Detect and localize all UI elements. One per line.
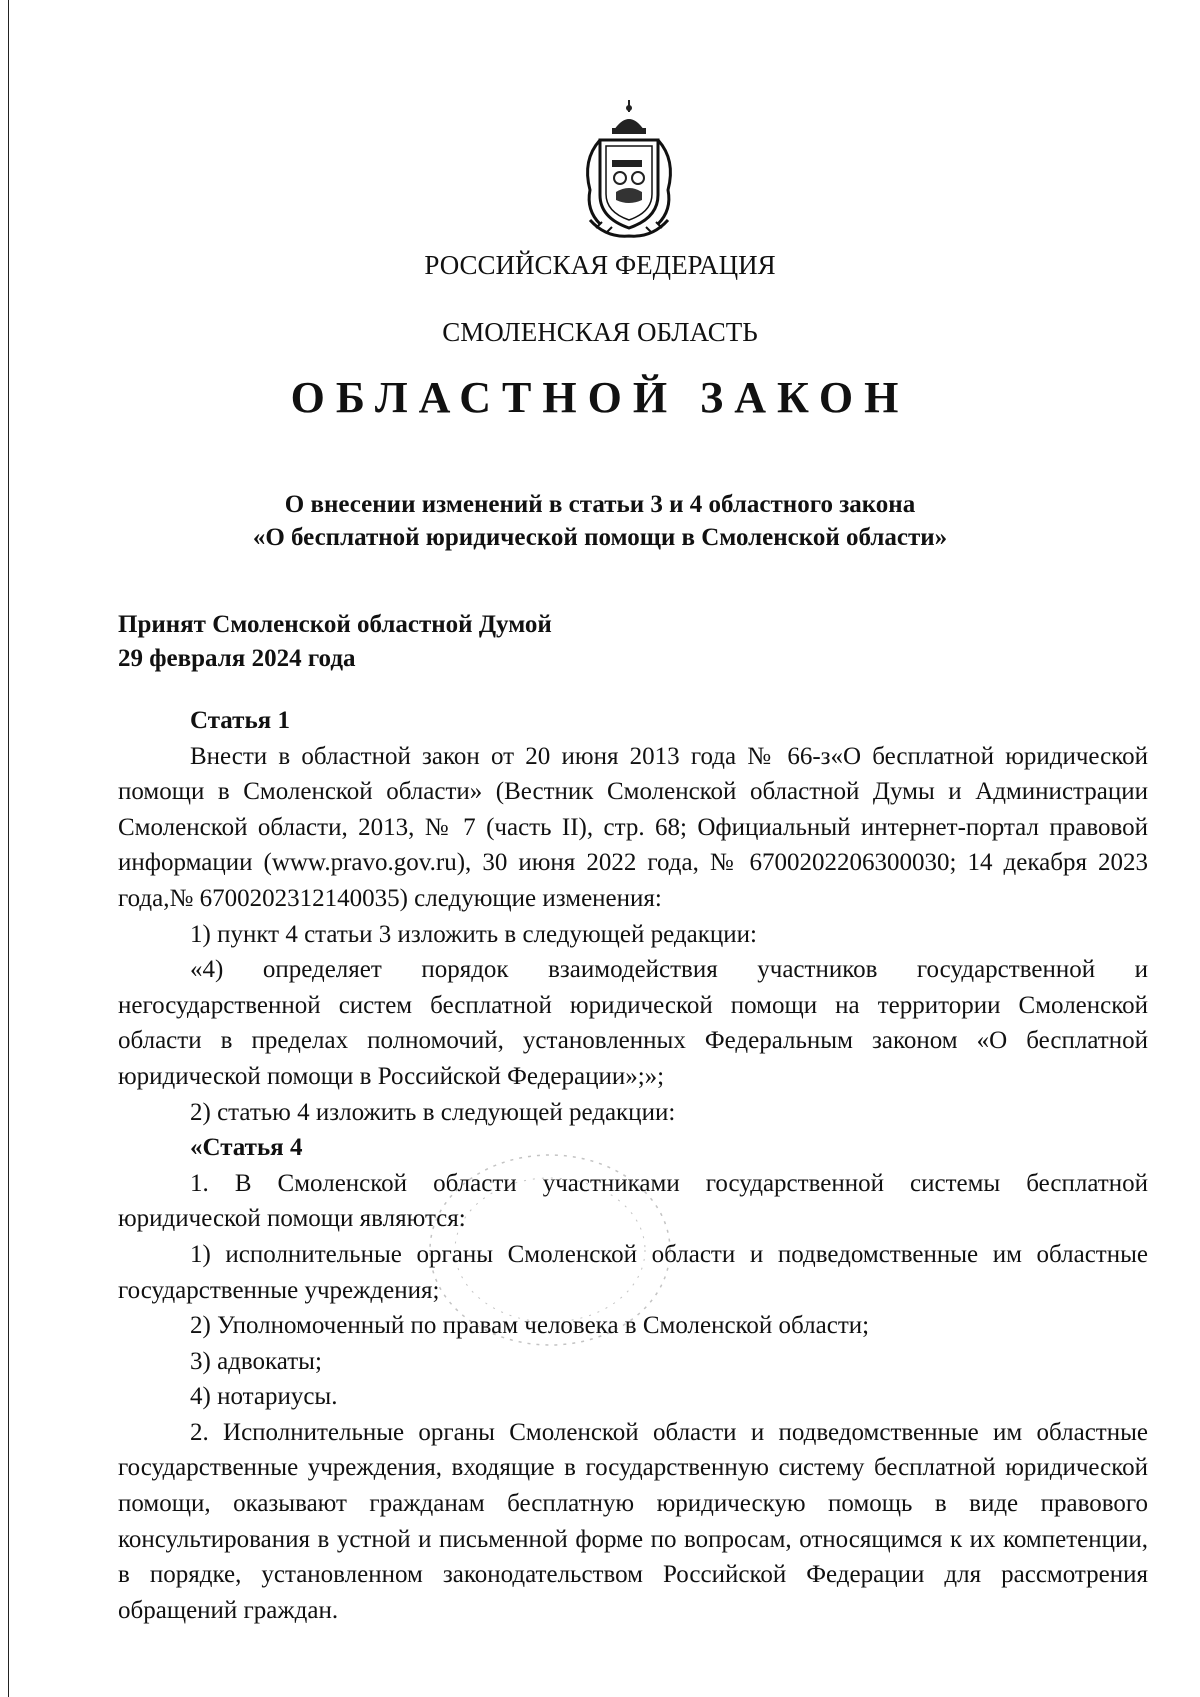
new-article-heading: «Статья 4 <box>190 1134 303 1162</box>
article-paragraph: 1. В Смоленской области участниками государственной системы бесплатной юридической помощи являются: <box>118 1169 1148 1233</box>
country-heading: РОССИЙСКАЯ ФЕДЕРАЦИЯ <box>424 250 776 280</box>
article-paragraph: 2. Исполнительные органы Смоленской области и подведомственные им областные государственные учреждения, входящие в государственную систему бесплатной юридической помощи, оказывают гражданам бесплатную юридическую помощь в виде правового консультирования в устной и письменной форме по вопросам, относящимся к их компетенции, в порядке, установленном законодательством Российской Федерации для рассмотрения обращений граждан. <box>118 1418 1148 1624</box>
law-subject-line-1: О внесении изменений в статьи 3 и 4 областного закона <box>284 491 916 518</box>
region-heading: СМОЛЕНСКАЯ ОБЛАСТЬ <box>442 317 758 347</box>
document-type-title: ОБЛАСТНОЙ ЗАКОН <box>290 373 910 422</box>
law-subject <box>0 488 1200 554</box>
list-item: 2) Уполномоченный по правам человека в Смоленской области; <box>190 1312 870 1340</box>
law-subject-line-2: «О бесплатной юридической помощи в Смоленской области» <box>252 524 948 551</box>
amendment-item: 2) статью 4 изложить в следующей редакции: <box>190 1098 676 1126</box>
law-body <box>118 703 1148 1628</box>
article-paragraph: Внести в областной закон от 20 июня 2013 года № 66-з«О бесплатной юридической помощи в Смоленской области» (Вестник Смоленской областной Думы и Администрации Смоленской области, 2013, № 7 (часть II), стр. 68; Официальный интернет-портал правовой информации (www.pravo.gov.ru), 30 июня 2022 года, № 6700202206300030; 14 декабря 2023 года,№ 6700202312140035) следующие изменения: <box>118 742 1148 912</box>
article-heading: Статья 1 <box>190 707 290 734</box>
adoption-info <box>118 608 552 676</box>
amendment-text: «4) определяет порядок взаимодействия участников государственной и негосударственной систем бесплатной юридической помощи на территории Смоленской области в пределах полномочий, установленных Федеральным законом «О бесплатной юридической помощи в Российской Федерации»;»; <box>118 956 1148 1090</box>
coat-of-arms-icon <box>576 100 682 240</box>
adoption-body: Принят Смоленской областной Думой <box>118 611 552 638</box>
list-item: 1) исполнительные органы Смоленской области и подведомственные им областные государственные учреждения; <box>118 1240 1148 1304</box>
list-item: 3) адвокаты; <box>190 1347 322 1375</box>
amendment-item: 1) пункт 4 статьи 3 изложить в следующей редакции: <box>190 920 757 948</box>
list-item: 4) нотариусы. <box>190 1383 338 1411</box>
adoption-date: 29 февраля 2024 года <box>118 645 356 672</box>
